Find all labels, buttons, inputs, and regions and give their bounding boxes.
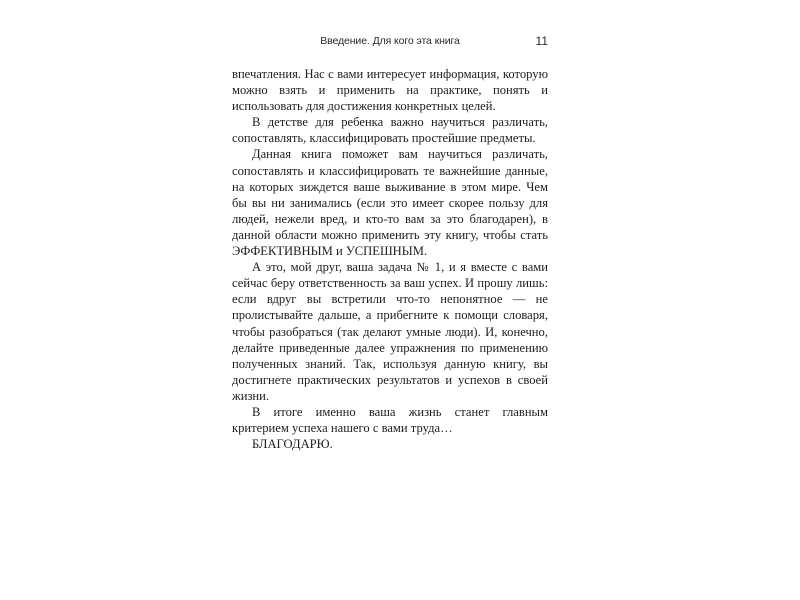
paragraph: впечатления. Нас с вами интересует информация, которую можно взять и применить на практике, понять и использовать для достижения конкретных целей. xyxy=(232,67,548,114)
page-number: 11 xyxy=(535,34,548,48)
body-text xyxy=(232,66,548,452)
paragraph: В итоге именно ваша жизнь станет главным критерием успеха нашего с вами труда… xyxy=(232,404,548,436)
paragraph: БЛАГОДАРЮ. xyxy=(252,437,333,452)
paragraph: В детстве для ребенка важно научиться различать, сопоставлять, классифицировать простейшие предметы. xyxy=(232,115,548,146)
running-header xyxy=(232,35,548,49)
paragraph: Данная книга поможет вам научиться различать, сопоставлять и классифицировать те важнейшие данные, на которых зиждется ваше выживание в этом мире. Чем бы вы ни занимались (если это имеет скорее пользу для людей, нежели вред, и кто-то вам за это благодарен), в данной области можно применить эту книгу, чтобы стать ЭФФЕКТИВНЫМ и УСПЕШНЫМ. xyxy=(232,147,548,259)
paragraph: А это, мой друг, ваша задача № 1, и я вместе с вами сейчас беру ответственность за ваш успех. И прошу лишь: если вдруг вы встретили что-то непонятное — не пролистывайте дальше, а прибегните к помощи словаря, чтобы разобраться (так делают умные люди). И, конечно, делайте приведенные далее упражнения по применению полученных знаний. Так, используя данную книгу, вы достигнете практических результатов и успехов в своей жизни. xyxy=(232,260,548,403)
running-title: Введение. Для кого эта книга xyxy=(320,35,460,47)
